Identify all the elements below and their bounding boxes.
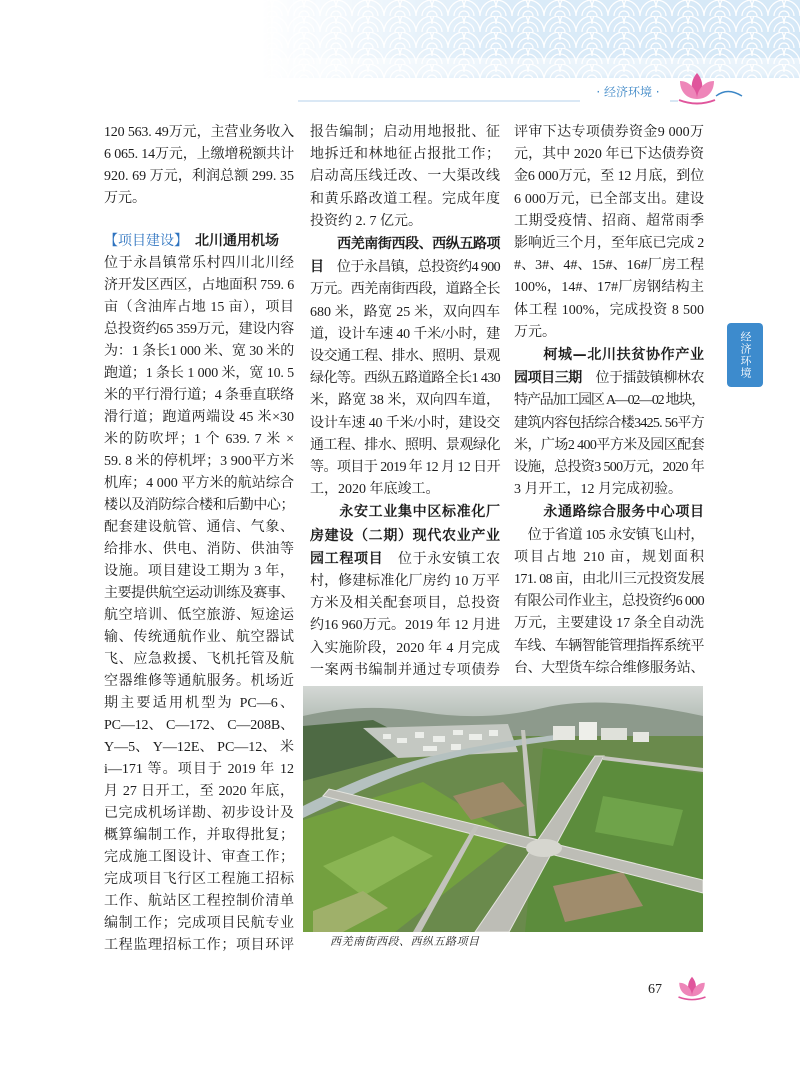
text-run: 编制工作；完成项目民航专业 (104, 916, 294, 931)
text-run: 地拆迁和林地征占报批工作； (310, 147, 500, 163)
text-run: 工程监理招标工作；项目环评 (104, 938, 294, 953)
text-line (310, 144, 500, 166)
text-run: PC—12、 C—172、 C—208B、 (104, 718, 294, 733)
text-column-2 (310, 122, 500, 682)
text-run: 有限公司作业主，总投资约6 000 (514, 594, 704, 610)
text-run: 为：1 条长1 000 米、宽 30 米的 (104, 344, 294, 359)
text-run: 59. 8 米的停机坪；3 900平方米 (104, 454, 294, 469)
text-run: 米，广场2 400平方米及园区配套 (514, 437, 704, 453)
text-run: 月 27 日开工，至 2020 年底， (104, 784, 294, 799)
item-title: 园工程项目 (310, 550, 384, 567)
text-line (514, 144, 704, 166)
section-label-header: · 经济环境 · (596, 85, 660, 99)
text-run: Y—5、 Y—12E、 PC—12、 米 (104, 740, 294, 755)
text-run: 3 月开工，12 月完成初验。 (514, 482, 682, 498)
text-line (514, 547, 704, 569)
text-line (310, 346, 500, 368)
text-line (104, 297, 294, 319)
text-line (310, 302, 500, 324)
text-run: #、3#、4#、15#、16#厂房工程 (514, 258, 704, 274)
text-run: 位于永安镇工农 (383, 551, 501, 567)
text-line (310, 166, 500, 188)
text-line (514, 457, 704, 479)
text-run: 位于永昌镇常乐村四川北川经 (104, 256, 294, 271)
text-line (104, 122, 294, 144)
text-run: 主要提供航空运动训练及赛事、 (104, 586, 294, 601)
swoosh-icon (716, 92, 742, 97)
text-run: 滑行道；跑道两端设 45 米×30 (104, 410, 294, 425)
text-run: 车线、车辆智能管理指挥系统平 (514, 638, 704, 654)
text-run: 机库；4 000 平方米的航站综合 (104, 476, 294, 491)
text-line (104, 473, 294, 495)
item-title: 永安工业集中区标准化厂 (339, 504, 501, 521)
text-line (104, 935, 294, 957)
item-title: 房建设（二期）现代农业产业 (310, 527, 500, 544)
text-line (514, 189, 704, 211)
text-line (104, 891, 294, 913)
text-run: 输、传统通航作业、航空器试 (104, 630, 294, 645)
text-line (104, 253, 294, 275)
text-line (514, 322, 704, 344)
text-run: 评审下达专项债券资金9 000万 (514, 125, 704, 140)
text-line (104, 605, 294, 627)
text-line (514, 166, 704, 188)
text-run: 期主要适用机型为 PC—6、 (104, 696, 294, 711)
text-run: 6 065. 14万元，上缴增税额共计 (104, 147, 294, 162)
text-line (104, 561, 294, 583)
side-tab-label: 经济环境 (739, 331, 752, 379)
text-run: 设计车速 40 千米/小时，建设交 (310, 415, 500, 431)
text-line (310, 390, 500, 412)
text-line (310, 189, 500, 211)
text-run: 万元。 (514, 324, 556, 340)
text-line (514, 122, 704, 144)
text-line (310, 122, 500, 144)
text-line (514, 501, 704, 524)
text-line (104, 385, 294, 407)
text-run: 建筑内容包括综合楼3425. 56平方 (514, 415, 704, 431)
header-ornament (0, 0, 800, 110)
text-line (310, 233, 500, 256)
text-run: 已完成机场详勘、初步设计及 (104, 806, 294, 821)
text-line (514, 435, 704, 457)
text-line (310, 548, 500, 571)
text-run: 特产品加工园区 A—02—02 地块， (514, 393, 704, 409)
text-line (104, 869, 294, 891)
text-run: 报告编制；启动用地报批、征 (310, 125, 500, 140)
text-line (310, 501, 500, 524)
text-line (104, 715, 294, 737)
text-run: 工，2020 年底竣工。 (310, 482, 440, 498)
text-run: 120 563. 49万元，主营业务收入 (104, 125, 294, 140)
text-run: 米的平行滑行道；4 条垂直联络 (104, 388, 294, 403)
text-line (104, 230, 294, 253)
text-line (104, 429, 294, 451)
text-run: 总投资约65 359万元，建设内容 (104, 322, 294, 337)
text-run: 飞、应急救援、飞机托管及航 (104, 652, 294, 667)
text-run: 万元，主要建设 17 条全自动洗 (514, 616, 704, 632)
text-run: 投资约 2. 7 亿元。 (310, 213, 422, 229)
text-line (104, 913, 294, 935)
text-run: 金6 000万元，至 12 月底，到位 (514, 169, 704, 185)
text-line (310, 324, 500, 346)
text-line (310, 571, 500, 593)
text-run: 米的防吹坪；1 个 639. 7 米 × (104, 432, 294, 447)
text-run: 位于省道 105 永安镇飞山村， (514, 527, 704, 543)
text-run: 920. 69 万元，利润总额 299. 35 (104, 169, 294, 184)
text-line (514, 636, 704, 658)
item-title: 园项目三期 (514, 370, 582, 387)
text-run: 村，修建标准化厂房约 10 万平 (310, 574, 500, 590)
text-run: 概算编制工作，并取得批复； (104, 828, 294, 843)
text-line (514, 211, 704, 233)
text-line (310, 211, 500, 233)
text-line (104, 583, 294, 605)
text-run: 航空培训、低空旅游、短途运 (104, 608, 294, 623)
text-line (310, 479, 500, 501)
text-line (104, 188, 294, 210)
text-line (104, 517, 294, 539)
text-run: 6 000万元，已全部支出。建设 (514, 191, 704, 207)
text-line (514, 658, 704, 680)
text-run: 济开发区西区，占地面积 759. 6 (104, 278, 294, 293)
text-run: 约16 960万元。2019 年 12 月进 (310, 618, 500, 634)
text-line (104, 539, 294, 561)
text-line (514, 525, 704, 547)
text-run (514, 505, 543, 520)
text-line (310, 435, 500, 457)
text-run: 一案两书编制并通过专项债券 (310, 662, 500, 678)
text-line (514, 300, 704, 322)
text-run: 位于擂鼓镇柳林农 (581, 371, 704, 387)
text-line (104, 781, 294, 803)
lotus-logo-icon (677, 973, 707, 1003)
text-line (310, 660, 500, 682)
text-run: 给排水、供电、消防、供油等 (104, 542, 294, 557)
text-line (514, 277, 704, 299)
text-line (104, 693, 294, 715)
text-run: 项目占地 210 亩，规划面积 (514, 549, 704, 565)
text-run: 等。项目于 2019 年 12 月 12 日开 (310, 460, 500, 476)
text-run: 绿化等。西纵五路道路全长1 430 (310, 371, 500, 387)
text-line (310, 279, 500, 301)
text-run: 工期受疫情、招商、超常雨季 (514, 213, 704, 229)
text-line (104, 144, 294, 166)
text-column-3 (514, 122, 704, 680)
text-column-1 (104, 122, 294, 957)
text-line (104, 166, 294, 188)
aerial-photo (303, 686, 703, 932)
text-run (310, 505, 339, 520)
text-run: 配套建设航管、通信、气象、 (104, 520, 294, 535)
text-run: 设施。项目建设工期为 3 年， (104, 564, 294, 579)
text-run (181, 234, 195, 249)
text-run: 台、大型货车综合维修服务站、 (514, 660, 704, 676)
text-run: 完成施工图设计、审查工作； (104, 850, 294, 865)
text-run: 100%，14#、17#厂房钢结构主 (514, 280, 704, 296)
side-tab (727, 323, 763, 387)
text-run: 万元。西羌南街西段，道路全长 (310, 282, 500, 298)
text-run (514, 348, 543, 363)
text-line (104, 649, 294, 671)
text-run: 方米及相关配套项目，总投资 (310, 596, 500, 612)
text-line (310, 368, 500, 390)
text-run: 亩（含油库占地 15 亩），项目 (104, 300, 294, 315)
text-line (104, 803, 294, 825)
text-line (310, 638, 500, 660)
item-title: 西羌南街西段、西纵五路项 (337, 236, 500, 253)
page-number: 67 (648, 982, 662, 997)
text-line (514, 390, 704, 412)
text-line (514, 413, 704, 435)
text-line (514, 569, 704, 591)
text-run: 体工程 100%，完成投资 8 500 (514, 302, 704, 318)
text-line (104, 363, 294, 385)
item-title: 北川通用机场 (195, 233, 279, 249)
text-line (310, 256, 500, 279)
text-line (514, 367, 704, 390)
text-run: 万元。 (104, 191, 146, 206)
photo-caption: 西羌南街西段、西纵五路项目 (330, 935, 480, 948)
text-run: 171. 08 亩，由北川三元投资发展 (514, 572, 704, 588)
text-line (514, 255, 704, 277)
text-line (514, 479, 704, 501)
text-run: 设施，总投资3 500万元，2020 年 (514, 460, 704, 476)
text-run: 完成项目飞行区工程施工招标 (104, 872, 294, 887)
text-run: 启动高压线迁改、一大渠改线 (310, 169, 500, 185)
text-run: 和黄乐路改道工程。完成年度 (310, 191, 500, 207)
text-line (104, 451, 294, 473)
text-line (514, 613, 704, 635)
text-run: 米，路宽 38 米，双向四车道， (310, 393, 500, 409)
section-heading-label: 【项目建设】 (104, 233, 181, 249)
text-line (104, 737, 294, 759)
text-line (310, 615, 500, 637)
text-run: 空器维修等通航服务。机场近 (104, 674, 294, 689)
item-title: 目 (310, 259, 324, 276)
text-line (514, 233, 704, 255)
item-title: 永通路综合服务中心项目 (543, 504, 705, 521)
text-run: 680 米，路宽 25 米，双向四车 (310, 304, 500, 320)
text-line (104, 847, 294, 869)
text-line (104, 341, 294, 363)
text-run: 道，设计车速 40 千米/小时，建 (310, 326, 500, 342)
text-line (514, 591, 704, 613)
text-line (104, 407, 294, 429)
text-line (310, 525, 500, 548)
text-run: i—171 等。项目于 2019 年 12 (104, 762, 294, 777)
text-run: 位于永昌镇，总投资约4 900 (323, 260, 500, 276)
text-line (514, 344, 704, 367)
text-line (310, 413, 500, 435)
text-run (310, 237, 337, 252)
text-run: 通工程、排水、照明、景观绿化 (310, 437, 500, 453)
text-run: 工作、航站区工程控制价清单 (104, 894, 294, 909)
text-run: 楼以及消防综合楼和后勤中心； (104, 498, 294, 513)
text-line (104, 825, 294, 847)
text-line (104, 627, 294, 649)
text-line (104, 275, 294, 297)
text-run: 入实施阶段，2020 年 4 月完成 (310, 640, 500, 656)
text-line (104, 671, 294, 693)
text-run: 设交通工程、排水、照明、景观 (310, 349, 500, 365)
text-line (104, 319, 294, 341)
text-run: 影响近三个月，至年底已完成 2 (514, 236, 704, 252)
text-run: 跑道；1 条长 1 000 米，宽 10. 5 (104, 366, 294, 381)
text-line (310, 457, 500, 479)
text-run: 元，其中 2020 年已下达债券资 (514, 147, 704, 163)
text-line (310, 593, 500, 615)
text-line (104, 495, 294, 517)
item-title: 柯城—北川扶贫协作产业 (543, 347, 705, 364)
text-line (104, 759, 294, 781)
